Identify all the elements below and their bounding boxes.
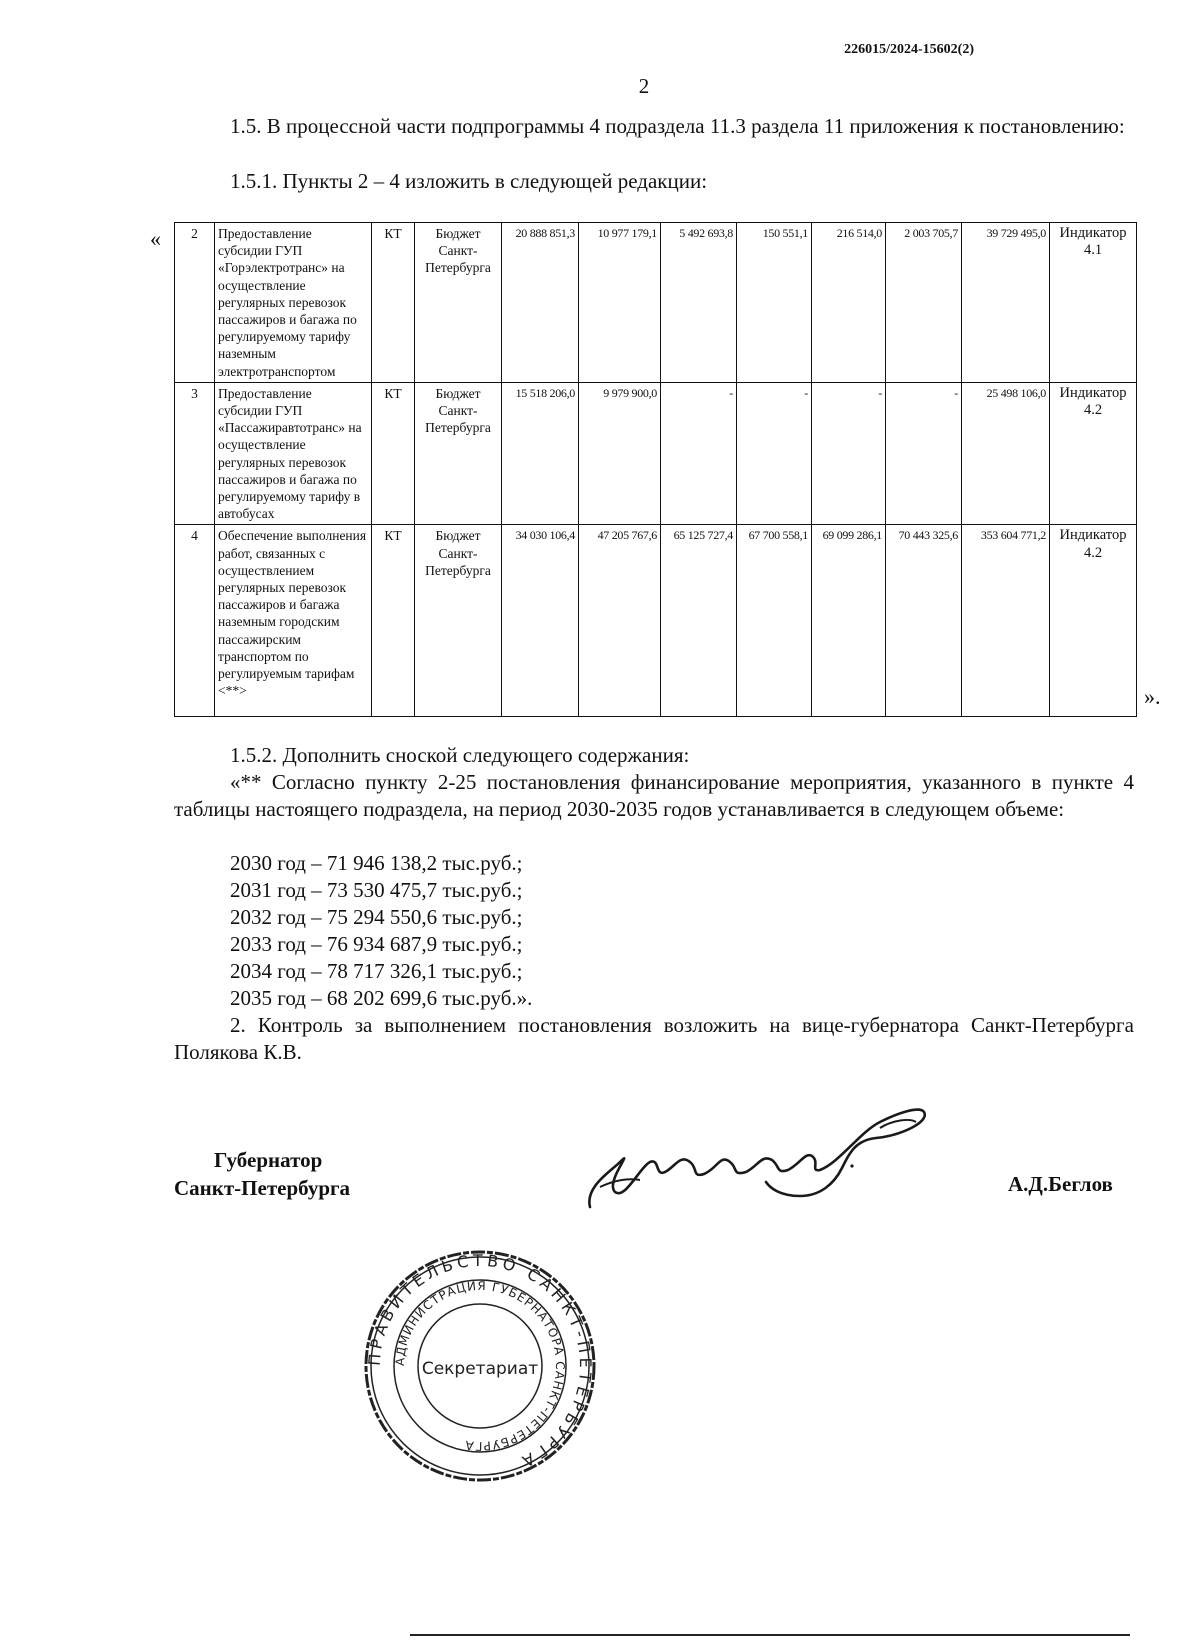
- year-value: 9 979 900,0: [579, 382, 661, 525]
- row-number: 4: [175, 525, 215, 717]
- paragraph-1-5-1: 1.5.1. Пункты 2 – 4 изложить в следующей редакции:: [230, 169, 708, 193]
- activities-table: [174, 222, 1137, 717]
- year-2034: 2034 год – 78 717 326,1 тыс.руб.;: [230, 959, 523, 983]
- official-stamp: [362, 1248, 598, 1484]
- row-number: 2: [175, 223, 215, 383]
- category-code: КТ: [372, 382, 415, 525]
- year-2033: 2033 год – 76 934 687,9 тыс.руб.;: [230, 932, 523, 956]
- year-value: 20 888 851,3: [502, 223, 579, 383]
- signatory-title: [174, 1146, 434, 1202]
- handwritten-signature: [580, 1092, 940, 1212]
- category-code: КТ: [372, 525, 415, 717]
- year-value: -: [886, 382, 962, 525]
- year-value: 69 099 286,1: [812, 525, 886, 717]
- table-quote-close: ».: [1144, 684, 1161, 709]
- table-quote-open: «: [150, 226, 161, 251]
- total-value: 25 498 106,0: [962, 382, 1050, 525]
- indicator: Индикатор 4.2: [1050, 525, 1137, 717]
- total-value: 39 729 495,0: [962, 223, 1050, 383]
- year-value: 47 205 767,6: [579, 525, 661, 717]
- paragraph-2: 2. Контроль за выполнением постановления возложить на вице-губернатора Санкт-Петербурга Полякова К.В.: [174, 1013, 1134, 1064]
- document-number: 226015/2024-15602(2): [844, 42, 974, 57]
- category-code: КТ: [372, 223, 415, 383]
- paragraph-1-5-2: 1.5.2. Дополнить сноской следующего содержания:: [230, 743, 690, 767]
- indicator: Индикатор 4.1: [1050, 223, 1137, 383]
- year-value: 216 514,0: [812, 223, 886, 383]
- year-list: [230, 850, 1030, 1012]
- table-row: [175, 223, 1137, 383]
- year-value: 34 030 106,4: [502, 525, 579, 717]
- total-value: 353 604 771,2: [962, 525, 1050, 717]
- activity-name: Обеспечение выполнения работ, связанных с осуществлением регулярных перевозок пассажиров и багажа наземным городским пассажирским транспортом по регулируемым тарифам <**>: [215, 525, 372, 717]
- row-number: 3: [175, 382, 215, 525]
- year-2031: 2031 год – 73 530 475,7 тыс.руб.;: [230, 878, 523, 902]
- year-value: 150 551,1: [737, 223, 812, 383]
- year-value: 10 977 179,1: [579, 223, 661, 383]
- funding-source: Бюджет Санкт-Петербурга: [415, 223, 502, 383]
- signatory-title-line2: Санкт-Петербурга: [174, 1176, 351, 1200]
- year-value: -: [737, 382, 812, 525]
- year-value: 15 518 206,0: [502, 382, 579, 525]
- signatory-name: А.Д.Беглов: [1008, 1172, 1113, 1196]
- paragraph-1-5: 1.5. В процессной части подпрограммы 4 подраздела 11.3 раздела 11 приложения к постановлению:: [230, 114, 1125, 138]
- funding-source: Бюджет Санкт-Петербурга: [415, 525, 502, 717]
- table-row: [175, 525, 1137, 717]
- stamp-center-text: Секретариат: [421, 1359, 539, 1379]
- page-number: 2: [638, 74, 650, 98]
- bottom-rule: [410, 1634, 1130, 1636]
- funding-source: Бюджет Санкт-Петербурга: [415, 382, 502, 525]
- year-value: -: [661, 382, 737, 525]
- footnote-paragraph: «** Согласно пункту 2-25 постановления финансирование мероприятия, указанного в пункте 4 таблицы настоящего подраздела, на период 2030-2035 годов устанавливается в следующем объеме:: [174, 770, 1134, 821]
- stamp-inner-text: АДМИНИСТРАЦИЯ ГУБЕРНАТОРА САНКТ-ПЕТЕРБУРГА: [392, 1278, 568, 1454]
- indicator: Индикатор 4.2: [1050, 382, 1137, 525]
- year-2035: 2035 год – 68 202 699,6 тыс.руб.».: [230, 986, 533, 1010]
- year-value: -: [812, 382, 886, 525]
- table-row: [175, 382, 1137, 525]
- activity-name: Предоставление субсидии ГУП «Горэлектротранс» на осуществление регулярных перевозок пассажиров и багажа по регулируемому тарифу наземным электротранспортом: [215, 223, 372, 383]
- year-value: 67 700 558,1: [737, 525, 812, 717]
- activity-name: Предоставление субсидии ГУП «Пассажиравтотранс» на осуществление регулярных перевозок пассажиров и багажа по регулируемому тарифу в автобусах: [215, 382, 372, 525]
- year-value: 2 003 705,7: [886, 223, 962, 383]
- year-value: 65 125 727,4: [661, 525, 737, 717]
- year-2032: 2032 год – 75 294 550,6 тыс.руб.;: [230, 905, 523, 929]
- stamp-outer-text: ПРАВИТЕЛЬСТВО САНКТ-ПЕТЕРБУРГА: [364, 1250, 596, 1473]
- year-value: 5 492 693,8: [661, 223, 737, 383]
- year-value: 70 443 325,6: [886, 525, 962, 717]
- year-2030: 2030 год – 71 946 138,2 тыс.руб.;: [230, 851, 523, 875]
- signatory-title-line1: Губернатор: [214, 1148, 323, 1172]
